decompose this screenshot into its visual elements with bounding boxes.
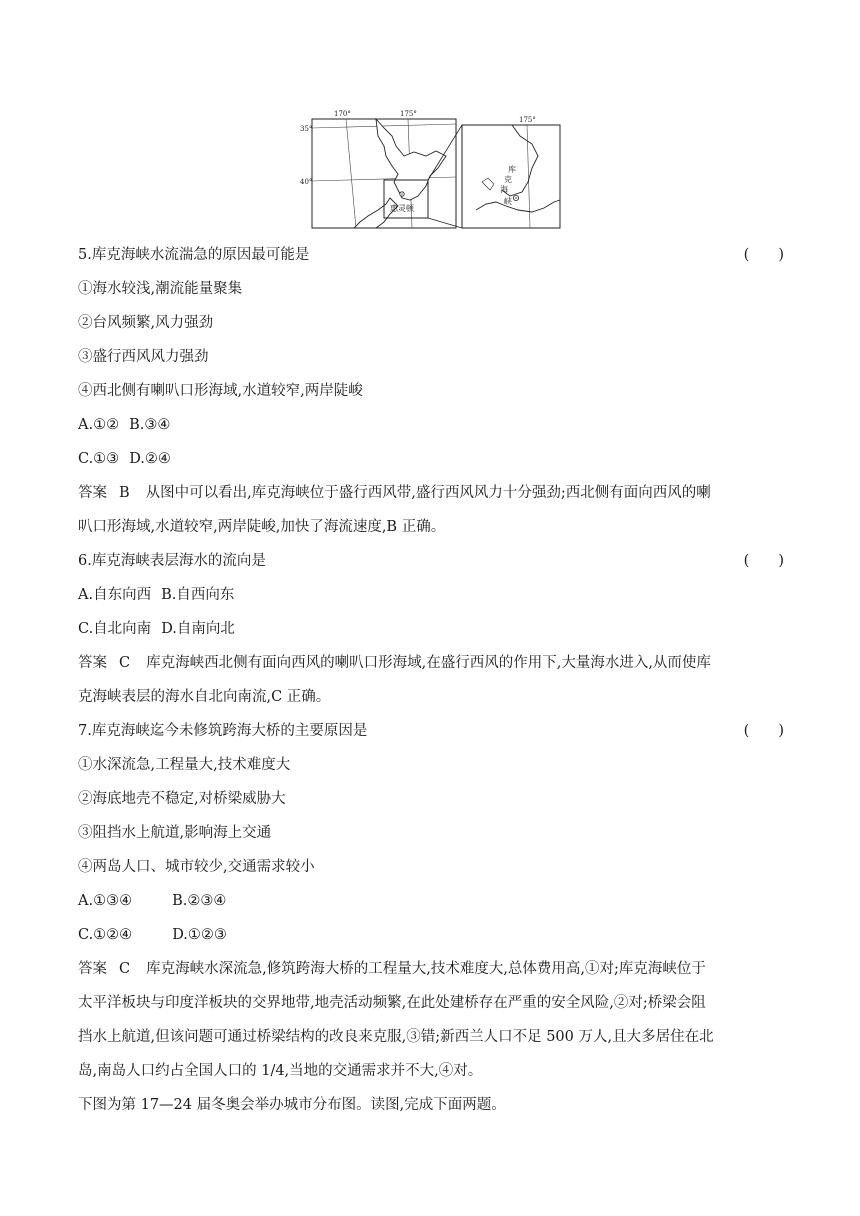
- q5-option-b: B.③④: [129, 417, 171, 433]
- q6-option-a: A.自东向西: [78, 587, 152, 603]
- q5-stem: [78, 244, 784, 266]
- label-lon-170: 170°: [334, 110, 351, 118]
- q6-options-ab: [78, 584, 784, 606]
- q7-answer-line-4: 岛,南岛人口约占全国人口的 1/4,当地的交通需求并不大,④对。: [78, 1063, 483, 1079]
- q5-answer-line-2: 叭口形海域,水道较窄,两岸陡峻,加快了海流速度,B 正确。: [78, 519, 446, 535]
- q7-stem-text: 7.库克海峡迄今未修筑跨海大桥的主要原因是: [78, 723, 368, 739]
- q5-item-3: ③盛行西风风力强劲: [78, 349, 209, 365]
- label-lon-175: 175°: [400, 110, 417, 118]
- q5-item-2: ②台风频繁,风力强劲: [78, 315, 214, 331]
- q5-option-d: D.②④: [129, 451, 171, 467]
- label-strait-4: 峡: [504, 197, 512, 206]
- q5-answer: [78, 482, 784, 538]
- document-body: [78, 244, 784, 1128]
- q5-options-cd: [78, 448, 784, 470]
- q7-item-2: ②海底地壳不稳定,对桥梁威胁大: [78, 791, 286, 807]
- q6-option-d: D.自南向北: [161, 621, 235, 637]
- label-lat-40: 40°: [300, 178, 313, 186]
- q7-answer-line-1: 库克海峡水深流急,修筑跨海大桥的工程量大,技术难度大,总体费用高,①对;库克海峡位于: [146, 961, 706, 977]
- new-zealand-map-figure: [300, 106, 566, 234]
- q7-item-1: ①水深流急,工程量大,技术难度大: [78, 757, 291, 773]
- q7-option-b: B.②③④: [172, 893, 227, 909]
- q5-answer-label: 答案: [78, 485, 107, 501]
- label-strait-1: 库: [508, 165, 516, 174]
- label-strait-3: 海: [500, 185, 508, 194]
- south-island-outline: [354, 198, 398, 228]
- q6-stem-text: 6.库克海峡表层海水的流向是: [78, 553, 266, 569]
- q7-answer-blank: ( ): [743, 723, 784, 739]
- q7-option-a: A.①③④: [78, 893, 133, 909]
- label-wellington: 惠灵顿: [390, 204, 414, 213]
- q6-answer-key: C: [119, 655, 131, 671]
- q6-option-b: B.自西向东: [161, 587, 235, 603]
- q5-option-a: A.①②: [78, 417, 120, 433]
- q5-stem-text: 5.库克海峡水流湍急的原因最可能是: [78, 247, 310, 263]
- label-strait-2: 克: [504, 175, 512, 184]
- q5-item-1: ①海水较浅,潮流能量聚集: [78, 281, 243, 297]
- q7-option-c: C.①②④: [78, 927, 133, 943]
- q6-answer-blank: ( ): [743, 553, 784, 569]
- q5-options-ab: [78, 414, 784, 436]
- q7-answer-label: 答案: [78, 961, 107, 977]
- q6-answer-line-2: 克海峡表层的海水自北向南流,C 正确。: [78, 689, 331, 705]
- q7-option-d: D.①②③: [172, 927, 227, 943]
- q6-stem: [78, 550, 784, 572]
- q7-answer-line-3: 挡水上航道,但该问题可通过桥梁结构的改良来克服,③错;新西兰人口不足 500 万人,且大多居住在北: [78, 1029, 714, 1045]
- q7-answer-line-2: 太平洋板块与印度洋板块的交界地带,地壳活动频繁,在此处建桥存在严重的安全风险,②对;桥梁会阻: [78, 995, 706, 1011]
- label-lat-35: 35°: [300, 125, 313, 133]
- q5-answer-blank: ( ): [743, 247, 784, 263]
- q5-answer-key: B: [119, 485, 130, 501]
- label-inset-lon-175: 175°: [519, 116, 536, 124]
- q6-answer: [78, 652, 784, 708]
- q7-answer: [78, 958, 784, 1082]
- map-svg: [300, 106, 566, 234]
- q5-option-c: C.①③: [78, 451, 120, 467]
- q7-item-4: ④两岛人口、城市较少,交通需求较小: [78, 859, 315, 875]
- q6-answer-line-1: 库克海峡西北侧有面向西风的喇叭口形海域,在盛行西风的作用下,大量海水进入,从而使库: [146, 655, 711, 671]
- north-island-outline: [376, 119, 446, 200]
- q6-options-cd: [78, 618, 784, 640]
- q5-answer-line-1: 从图中可以看出,库克海峡位于盛行西风带,盛行西风风力十分强劲;西北侧有面向西风的喇: [145, 485, 711, 501]
- q6-answer-label: 答案: [78, 655, 107, 671]
- q5-item-4: ④西北侧有喇叭口形海域,水道较窄,两岸陡峻: [78, 383, 363, 399]
- q6-option-c: C.自北向南: [78, 621, 152, 637]
- q7-options-cd: [78, 924, 784, 946]
- next-section-intro: 下图为第 17—24 届冬奥会举办城市分布图。读图,完成下面两题。: [78, 1097, 506, 1113]
- q7-options-ab: [78, 890, 784, 912]
- q7-answer-key: C: [119, 961, 131, 977]
- inset-south-coast: [476, 200, 560, 212]
- q7-item-3: ③阻挡水上航道,影响海上交通: [78, 825, 272, 841]
- meridian-170: [346, 119, 356, 228]
- q7-stem: [78, 720, 784, 742]
